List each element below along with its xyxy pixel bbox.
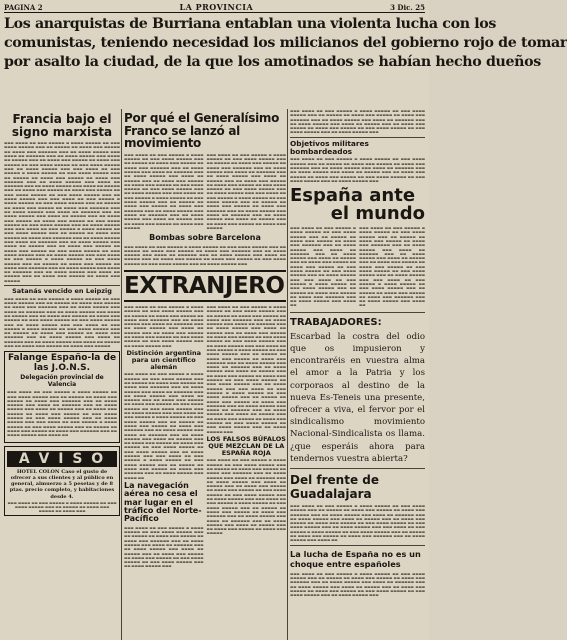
falange-box xyxy=(4,351,120,442)
article-body: ▬▬▬ ▬▬▬▬ ▬▬ ▬▬▬ ▬▬▬▬▬ ▬ ▬▬▬▬ ▬▬▬▬▬ ▬▬ ▬▬▬ ▬▬▬▬ ▬▬▬▬▬ ▬▬▬ ▬▬ ▬▬▬▬▬ ▬▬ ▬▬▬▬ ▬▬▬ ▬▬▬▬▬ ▬▬ ▬▬▬▬ ▬▬▬ ▬▬▬▬▬▬ ▬▬▬ ▬▬ ▬▬▬▬ ▬▬▬▬▬ ▬▬▬ ▬▬▬▬ ▬▬ ▬▬▬▬▬▬ ▬▬▬ ▬▬ ▬▬▬▬ ▬▬▬▬▬ ▬▬▬ ▬▬▬▬ ▬▬ ▬▬▬▬▬ ▬▬▬ ▬▬ ▬▬▬▬ ▬▬▬ ▬▬▬▬▬ ▬▬ ▬▬▬▬ ▬▬▬ ▬▬▬▬▬ ▬▬ ▬▬▬ ▬▬▬▬ ▬▬▬▬▬ ▬▬ ▬▬▬ ▬▬▬▬ ▬▬▬▬▬ ▬▬▬ ▬▬ ▬▬▬▬ ▬▬▬▬▬ ▬▬▬ ▬▬▬ ▬▬▬▬ ▬▬ ▬▬▬ ▬▬▬▬▬ ▬ ▬▬▬▬ ▬▬▬▬▬ ▬▬ ▬▬▬ ▬▬▬▬ ▬▬▬▬▬ ▬▬▬ ▬▬ ▬▬▬▬▬ ▬▬ ▬▬▬▬ ▬▬▬ ▬▬▬▬▬ ▬▬ ▬▬▬▬ ▬▬▬ ▬▬▬▬▬▬ ▬▬▬ ▬▬ ▬▬▬▬ ▬▬▬▬▬ ▬▬▬ ▬▬▬▬ ▬▬ ▬▬▬▬▬▬ ▬▬▬ ▬▬ ▬▬▬▬ ▬▬▬▬▬ ▬▬▬ ▬▬▬▬ ▬▬ ▬▬▬▬▬ ▬▬▬ ▬▬ ▬▬▬▬ ▬▬▬ ▬▬▬▬▬ ▬▬ ▬▬▬▬ ▬▬▬ ▬▬▬▬▬ ▬▬ ▬▬▬ ▬▬▬▬ ▬▬▬▬▬ ▬▬ ▬▬▬ ▬▬▬▬ ▬▬▬▬▬ ▬▬▬ ▬▬ ▬▬▬▬ ▬▬▬▬▬ ▬▬▬ ▬▬▬ ▬▬▬▬ ▬▬ ▬▬▬ ▬▬▬▬▬ ▬ ▬▬▬▬ ▬▬▬▬▬ ▬▬ ▬▬▬ ▬▬▬▬ ▬▬▬▬▬ ▬▬▬ ▬▬ ▬▬▬▬▬ ▬▬ ▬▬▬▬ ▬▬▬ ▬▬▬▬▬ ▬▬ ▬▬▬▬ ▬▬▬ ▬▬▬▬▬▬ ▬▬▬ ▬▬ ▬▬▬▬ ▬▬▬▬▬ ▬▬▬ ▬▬▬▬ ▬▬ ▬▬▬▬▬▬ ▬▬▬ ▬▬ ▬▬▬▬ ▬▬▬▬▬ ▬▬▬ ▬▬▬▬ ▬▬ ▬▬▬▬▬ ▬▬▬ ▬▬ ▬▬▬▬ ▬▬▬ ▬▬▬▬▬ ▬▬ ▬▬▬▬ ▬▬▬ ▬▬▬▬▬ ▬▬ ▬▬▬ ▬▬▬▬ ▬▬▬▬▬ ▬▬ ▬▬▬ ▬▬▬▬ ▬▬▬▬▬ ▬▬▬ ▬▬ ▬▬▬▬ ▬▬▬▬▬ ▬▬▬ ▬▬▬ ▬▬▬▬ ▬▬ ▬▬▬ ▬▬▬▬▬ ▬ ▬▬▬▬ ▬▬▬▬▬ ▬▬ ▬▬▬ ▬▬▬▬ ▬▬▬▬▬ ▬▬▬ ▬▬ ▬▬▬▬▬ ▬▬ ▬▬▬▬ ▬▬▬ ▬▬▬▬▬ ▬▬ ▬▬▬▬ ▬▬▬ ▬▬▬▬▬▬ ▬▬▬ ▬▬ ▬▬▬▬ ▬▬▬▬▬ ▬▬▬ ▬▬▬▬ ▬▬ ▬▬▬▬▬▬ ▬▬▬ ▬▬ ▬▬▬▬ ▬▬▬▬▬ ▬▬▬ ▬▬▬▬ ▬▬ ▬▬▬▬▬ ▬▬▬ ▬▬ ▬▬▬▬ ▬▬▬ ▬▬▬▬▬ ▬▬ ▬▬▬▬ ▬▬▬ ▬▬▬▬▬ ▬▬ ▬▬▬ ▬▬▬▬ ▬▬▬▬▬ ▬▬ ▬▬▬ ▬▬▬▬ ▬▬▬▬▬ ▬▬▬ ▬▬ ▬▬▬▬ ▬▬▬▬▬ ▬▬▬ ▬▬▬ ▬▬▬▬ ▬▬ ▬▬▬ ▬▬▬▬▬ ▬ ▬▬▬▬ ▬▬▬▬▬ ▬▬ ▬▬▬ ▬▬▬▬ ▬▬▬▬▬ ▬▬▬ ▬▬ ▬▬▬▬▬ ▬▬ ▬▬▬▬ ▬▬▬ ▬▬▬▬▬ ▬▬ ▬▬▬▬ ▬▬▬ ▬▬▬▬▬▬ ▬▬▬ ▬▬ ▬▬▬▬ ▬▬▬▬▬ ▬▬▬ ▬▬▬▬ ▬▬ ▬▬▬▬▬▬ ▬▬▬ ▬▬ ▬▬▬▬ ▬▬▬▬▬ ▬▬▬ ▬▬▬▬ ▬▬ ▬▬▬▬▬ ▬▬▬ ▬▬ ▬▬▬▬ ▬▬▬ ▬▬▬▬▬ ▬▬ ▬▬▬▬ ▬▬▬ ▬▬▬▬▬ xyxy=(4,141,120,283)
columns xyxy=(4,109,425,640)
article-body-two-col: ▬▬▬ ▬▬▬▬ ▬▬ ▬▬▬ ▬▬▬▬▬ ▬ ▬▬▬▬ ▬▬▬▬▬ ▬▬ ▬▬▬ ▬▬▬▬ ▬▬▬▬▬ ▬▬▬ ▬▬ ▬▬▬▬▬ ▬▬ ▬▬▬▬ ▬▬▬ ▬▬▬▬▬ ▬▬ ▬▬▬▬ ▬▬▬ ▬▬▬▬▬▬ ▬▬▬ ▬▬ ▬▬▬▬ ▬▬▬▬▬ ▬▬▬ ▬▬▬▬ ▬▬ ▬▬▬▬▬▬ ▬▬▬ ▬▬ ▬▬▬▬ ▬▬▬▬▬ ▬▬▬ ▬▬▬▬ ▬▬ ▬▬▬▬▬ ▬▬▬ ▬▬ ▬▬▬▬ ▬▬▬ ▬▬▬▬▬ ▬▬ ▬▬▬▬ ▬▬▬ ▬▬▬▬▬ ▬▬ ▬▬▬ ▬▬▬▬ ▬▬▬▬▬ ▬▬ ▬▬▬ ▬▬▬▬ ▬▬▬▬▬ ▬▬▬ ▬▬ ▬▬▬▬ ▬▬▬▬▬ ▬▬▬ ▬▬▬ ▬▬▬▬ ▬▬ ▬▬▬ ▬▬▬▬▬ ▬ ▬▬▬▬ ▬▬▬▬▬ ▬▬ ▬▬▬ ▬▬▬▬ ▬▬▬▬▬ ▬▬▬ ▬▬ ▬▬▬▬▬ ▬▬ ▬▬▬▬ ▬▬▬ ▬▬▬▬▬ ▬▬ ▬▬▬▬ ▬▬▬ ▬▬▬▬▬▬ ▬▬▬ ▬▬ ▬▬▬▬ ▬▬▬▬▬ ▬▬▬ ▬▬▬▬ ▬▬ ▬▬▬▬▬▬ ▬▬▬ ▬▬ ▬▬▬▬ ▬▬▬▬▬ ▬▬▬ ▬▬▬▬ ▬▬ ▬▬▬▬▬ ▬▬▬ ▬▬ ▬▬▬▬ ▬▬▬ ▬▬▬▬▬ ▬▬ ▬▬▬▬ ▬▬▬ ▬▬▬▬▬ ▬▬▬ ▬▬▬▬ ▬▬ ▬▬▬ ▬▬▬▬▬ ▬ ▬▬▬▬ ▬▬▬▬▬ ▬▬ ▬▬▬ ▬▬▬▬ ▬▬▬▬▬ ▬▬▬ ▬▬ ▬▬▬▬▬ ▬▬ ▬▬▬▬ ▬▬▬ ▬▬▬▬▬ ▬▬ ▬▬▬▬ ▬▬▬ ▬▬▬▬▬▬ ▬▬▬ ▬▬ ▬▬▬▬ ▬▬▬▬▬ ▬▬▬ ▬▬▬▬ ▬▬ ▬▬▬▬▬▬ ▬▬▬ ▬▬ ▬▬▬▬ ▬▬▬▬▬ ▬▬▬ ▬▬▬▬ ▬▬ ▬▬▬▬▬ ▬▬▬ ▬▬ ▬▬▬▬ ▬▬▬ ▬▬▬▬▬ ▬▬ ▬▬▬▬ ▬▬▬ ▬▬▬▬▬ ▬▬ ▬▬▬ ▬▬▬▬ ▬▬▬▬▬ ▬▬ ▬▬▬ ▬▬▬▬ ▬▬▬▬▬ ▬▬▬ ▬▬ ▬▬▬▬ ▬▬▬▬▬ ▬▬▬ ▬▬▬ ▬▬▬▬ ▬▬ ▬▬▬ ▬▬▬▬▬ ▬ ▬▬▬▬ ▬▬▬▬▬ ▬▬ ▬▬▬ ▬▬▬▬ ▬▬▬▬▬ ▬▬▬ ▬▬ ▬▬▬▬▬ ▬▬ ▬▬▬▬ ▬▬▬ ▬▬▬▬▬ ▬▬ ▬▬▬▬ ▬▬▬ ▬▬▬▬▬▬ ▬▬▬ ▬▬ ▬▬▬▬ ▬▬▬▬▬ ▬▬▬ ▬▬▬▬ ▬▬ ▬▬▬▬▬▬ ▬▬▬ ▬▬ ▬▬▬▬ ▬▬▬▬▬ ▬▬▬ ▬▬▬▬ ▬▬ ▬▬▬▬▬ ▬▬▬ ▬▬ ▬▬▬▬ ▬▬▬ ▬▬▬▬▬ ▬▬ ▬▬▬▬ ▬▬▬ ▬▬▬▬▬ xyxy=(124,152,286,230)
article-title-guadalajara: Del frente de Guadalajara xyxy=(290,472,379,501)
proclamation-text: Escarbad la costra del odio que os impusieron y encontraréis en vuestra alma el amor a la Patria y los corporaos al destino de la nueva Es-Teneis una presente, ofrecer a viva, el fervor por el sindicalismo movimiento Nacional-Sindicalista os llama. ¿que esperáis ahora para tendernos vuestra abierta? xyxy=(290,331,425,464)
section-title-extranjero: EXTRANJERO xyxy=(124,270,286,302)
article-body: ▬▬▬ ▬▬▬▬ ▬▬ ▬▬▬ ▬▬▬▬▬ ▬ ▬▬▬▬ ▬▬▬▬▬ ▬▬ ▬▬▬ ▬▬▬▬ ▬▬▬▬▬ ▬▬▬ ▬▬ ▬▬▬▬▬ ▬▬ ▬▬▬▬ ▬▬▬ ▬▬▬▬▬ ▬▬ ▬▬▬▬ ▬▬▬ ▬▬▬▬▬▬ ▬▬▬ ▬▬ ▬▬▬▬ ▬▬▬▬▬ ▬▬▬ ▬▬▬▬ ▬▬ ▬▬▬▬▬▬ ▬▬▬ ▬▬ ▬▬▬▬ ▬▬▬▬▬ ▬▬▬ ▬▬▬▬ ▬▬ ▬▬▬▬▬ ▬▬▬ ▬▬ ▬▬▬▬ ▬▬▬ ▬▬▬▬▬ ▬▬ ▬▬▬▬ ▬▬▬ ▬▬▬▬▬ ▬▬ ▬▬▬ ▬▬▬▬ ▬▬▬▬▬ ▬▬ ▬▬▬ ▬▬▬▬ ▬▬▬▬▬ ▬▬▬ ▬▬ ▬▬▬▬ ▬▬▬▬▬ ▬▬▬ ▬▬▬ ▬▬▬▬ ▬▬ ▬▬▬ ▬▬▬▬▬ ▬ ▬▬▬▬ ▬▬▬▬▬ ▬▬ ▬▬▬ ▬▬▬▬ ▬▬▬▬▬ ▬▬▬ ▬▬ ▬▬▬▬▬ ▬▬ ▬▬▬▬ ▬▬▬ ▬▬▬▬▬ ▬▬ ▬▬▬▬ ▬▬▬ ▬▬▬▬▬▬ ▬▬▬ ▬▬ ▬▬▬▬ ▬▬▬▬▬ ▬▬▬ ▬▬▬▬ ▬▬ ▬▬▬▬▬▬ ▬▬▬ ▬▬ ▬▬▬▬ ▬▬▬▬▬ ▬▬▬ ▬▬▬▬ ▬▬ ▬▬▬▬▬ ▬▬▬ ▬▬ ▬▬▬▬ ▬▬▬ ▬▬▬▬▬ ▬▬ ▬▬▬▬ ▬▬▬ ▬▬▬▬▬ xyxy=(4,296,120,349)
paper-name: LA PROVINCIA xyxy=(179,2,254,12)
headline-line-1: Los anarquistas de Burriana entablan una violenta lucha con los xyxy=(4,16,497,32)
aviso-text: HOTEL COLON Caso el gusto de ofrecer a sus clientes y al público en general, almuerzo a 5 pesetas y de 8 ptas. precio completo, y habitaciones desde 4. xyxy=(9,468,115,500)
espana-line-2: el mundo xyxy=(330,203,425,225)
headline-line-2: comunistas, teniendo necesidad los milicianos del gobierno rojo de tomar xyxy=(4,35,567,51)
column-middle xyxy=(124,109,286,640)
divider xyxy=(290,137,425,138)
article-title-navegacion: La navegación aérea no cesa el mar lugar en el tráfico del Norte-Pacífico xyxy=(124,480,202,524)
aviso-footer: ▬▬▬ ▬▬▬▬ ▬▬ ▬▬▬ ▬▬▬▬▬ ▬ ▬▬▬▬ ▬▬▬▬▬ ▬▬ ▬▬▬ ▬▬▬▬ ▬▬▬▬▬ ▬▬▬ ▬▬ ▬▬▬▬▬ ▬▬ ▬▬▬▬ ▬▬▬ ▬▬▬▬▬ ▬▬ ▬▬▬▬ ▬▬▬ xyxy=(7,500,117,513)
aviso-title: A V I S O xyxy=(7,451,117,467)
article-title-bombas: Bombas sobre Barcelona xyxy=(149,233,261,243)
falange-subtitle: Delegación provincial de Valencia xyxy=(20,374,104,389)
article-title-trabajadores: TRABAJADORES: xyxy=(290,316,382,328)
column-right xyxy=(290,109,425,640)
article-title-lucha: La lucha de España no es un choque entre españoles xyxy=(290,548,421,569)
article-title-distincion: Distinción argentina para un científico alemán xyxy=(126,348,202,371)
article-title-bufalos: LOS FALSOS BÚFALOS QUE MEZCLAN DE LA ESPAÑA ROJA xyxy=(206,434,286,457)
column-divider xyxy=(121,109,122,640)
falange-title: Falange Españo-la de las J.O.N.S. xyxy=(7,353,117,373)
divider xyxy=(290,468,425,469)
column-divider xyxy=(287,109,288,640)
divider xyxy=(290,312,425,313)
article-body: ▬▬▬ ▬▬▬▬ ▬▬ ▬▬▬ ▬▬▬▬▬ ▬ ▬▬▬▬ ▬▬▬▬▬ ▬▬ ▬▬▬ ▬▬▬▬ ▬▬▬▬▬ ▬▬▬ ▬▬ ▬▬▬▬▬ ▬▬ ▬▬▬▬ ▬▬▬ ▬▬▬▬▬ ▬▬ ▬▬▬▬ ▬▬▬ ▬▬▬▬▬▬ ▬▬▬ ▬▬ ▬▬▬▬ ▬▬▬▬▬ ▬▬▬ ▬▬▬▬ ▬▬ ▬▬▬▬▬▬ ▬▬▬ ▬▬ ▬▬▬▬ ▬▬▬▬▬ ▬▬▬ ▬▬▬▬ ▬▬ ▬▬▬▬▬ ▬▬▬ ▬▬ ▬▬▬▬ ▬▬▬ ▬▬▬▬▬ ▬▬ ▬▬▬▬ ▬▬▬ ▬▬▬▬▬ ▬▬ ▬▬▬ ▬▬▬▬ ▬▬▬▬▬ ▬▬ ▬▬▬ ▬▬▬▬ ▬▬▬▬▬ ▬▬▬ ▬▬ ▬▬▬▬ ▬▬▬▬▬ ▬▬▬ xyxy=(124,244,286,266)
divider xyxy=(4,285,120,286)
column-left xyxy=(4,109,120,640)
section-body-extranjero: ▬▬▬ ▬▬▬▬ ▬▬ ▬▬▬ ▬▬▬▬▬ ▬ ▬▬▬▬ ▬▬▬▬▬ ▬▬ ▬▬▬ ▬▬▬▬ ▬▬▬▬▬ ▬▬▬ ▬▬ ▬▬▬▬▬ ▬▬ ▬▬▬▬ ▬▬▬ ▬▬▬▬▬ ▬▬ ▬▬▬▬ ▬▬▬ ▬▬▬▬▬▬ ▬▬▬ ▬▬ ▬▬▬▬ ▬▬▬▬▬ ▬▬▬ ▬▬▬▬ ▬▬ ▬▬▬▬▬▬ ▬▬▬ ▬▬ ▬▬▬▬ ▬▬▬▬▬ ▬▬▬ ▬▬▬▬ ▬▬ ▬▬▬▬▬ ▬▬▬ ▬▬ ▬▬▬▬ ▬▬▬ ▬▬▬▬▬ ▬▬ ▬▬▬▬ ▬▬▬ ▬▬▬▬▬ ▬▬ ▬▬▬ ▬▬▬▬ ▬▬▬▬▬ ▬▬ ▬▬▬ ▬▬▬▬ ▬▬▬▬▬ ▬▬▬ ▬▬ ▬▬▬▬ ▬▬▬▬▬ ▬▬▬ Distinción argentina para un científico alemán ▬▬▬ ▬▬▬▬ ▬▬ ▬▬▬ ▬▬▬▬▬ ▬ ▬▬▬▬ ▬▬▬▬▬ ▬▬ ▬▬▬ ▬▬▬▬ ▬▬▬▬▬ ▬▬▬ ▬▬ ▬▬▬▬▬ ▬▬ ▬▬▬▬ ▬▬▬ ▬▬▬▬▬ ▬▬ ▬▬▬▬ ▬▬▬ ▬▬▬▬▬▬ ▬▬▬ ▬▬ ▬▬▬▬ ▬▬▬▬▬ ▬▬▬ ▬▬▬▬ ▬▬ ▬▬▬▬▬▬ ▬▬▬ ▬▬ ▬▬▬▬ ▬▬▬▬▬ ▬▬▬ ▬▬▬▬ ▬▬ ▬▬▬▬▬ ▬▬▬ ▬▬ ▬▬▬▬ ▬▬▬ ▬▬▬▬▬ ▬▬ ▬▬▬▬ ▬▬▬ ▬▬▬▬▬ ▬▬ ▬▬▬ ▬▬▬▬ ▬▬▬▬▬ ▬▬ ▬▬▬ ▬▬▬▬ ▬▬▬▬▬ ▬▬▬ ▬▬ ▬▬▬▬ ▬▬▬▬▬ ▬▬▬ ▬▬▬ ▬▬▬▬ ▬▬ ▬▬▬ ▬▬▬▬▬ ▬ ▬▬▬▬ ▬▬▬▬▬ ▬▬ ▬▬▬ ▬▬▬▬ ▬▬▬▬▬ ▬▬▬ ▬▬ ▬▬▬▬▬ ▬▬ ▬▬▬▬ ▬▬▬ ▬▬▬▬▬ ▬▬ ▬▬▬▬ ▬▬▬ ▬▬▬▬▬▬ ▬▬▬ ▬▬ ▬▬▬▬ ▬▬▬▬▬ ▬▬▬ ▬▬▬▬ ▬▬ ▬▬▬▬▬▬ ▬▬▬ ▬▬ ▬▬▬▬ ▬▬▬▬▬ ▬▬▬ ▬▬▬▬ ▬▬ ▬▬▬▬▬ ▬▬▬ ▬▬ ▬▬▬▬ ▬▬▬ ▬▬▬▬▬ ▬▬ ▬▬▬▬ ▬▬▬ ▬▬▬▬▬ ▬▬ ▬▬▬ ▬▬▬▬ ▬▬▬▬▬ ▬▬ ▬▬▬ ▬▬▬▬ ▬▬▬▬▬ ▬▬▬ ▬▬ ▬▬▬▬ ▬▬▬▬▬ ▬▬▬ ▬▬▬ ▬▬▬▬ ▬▬ ▬▬▬ ▬▬▬▬▬ ▬ ▬▬▬▬ ▬▬▬▬▬ ▬▬ ▬▬▬ ▬▬▬▬ ▬▬▬▬▬ ▬▬▬ ▬▬ ▬▬▬▬▬ ▬▬ ▬▬▬▬ ▬▬▬ ▬▬▬▬▬ ▬▬ ▬▬▬▬ ▬▬▬ ▬▬▬▬▬▬ ▬▬▬ ▬▬ ▬▬▬▬ ▬▬▬▬▬ ▬▬▬ ▬▬▬▬ ▬▬ La navegación aérea no cesa el mar lugar en el tráfico del Norte-Pacífico ▬▬▬ ▬▬▬▬ ▬▬ ▬▬▬ ▬▬▬▬▬ ▬ ▬▬▬▬ ▬▬▬▬▬ ▬▬ ▬▬▬ ▬▬▬▬ ▬▬▬▬▬ ▬▬▬ ▬▬ ▬▬▬▬▬ ▬▬ ▬▬▬▬ ▬▬▬ ▬▬▬▬▬ ▬▬ ▬▬▬▬ ▬▬▬ ▬▬▬▬▬▬ ▬▬▬ ▬▬ ▬▬▬▬ ▬▬▬▬▬ ▬▬▬ ▬▬▬▬ ▬▬ ▬▬▬▬▬▬ ▬▬▬ ▬▬ ▬▬▬▬ ▬▬▬▬▬ ▬▬▬ ▬▬▬▬ ▬▬ ▬▬▬▬▬ ▬▬▬ ▬▬ ▬▬▬▬ ▬▬▬ ▬▬▬▬▬ ▬▬ ▬▬▬▬ ▬▬▬ ▬▬▬▬▬ ▬▬ ▬▬▬ ▬▬▬▬ ▬▬▬▬▬ ▬▬ ▬▬▬ ▬▬▬▬ ▬▬▬▬▬ ▬▬▬ ▬▬ ▬▬▬▬ ▬▬▬▬▬ ▬▬▬ ▬▬▬ ▬▬▬▬ ▬▬ ▬▬▬ ▬▬▬▬▬ ▬ ▬▬▬▬ ▬▬▬▬▬ ▬▬ ▬▬▬ ▬▬▬▬ ▬▬▬▬▬ ▬▬▬ ▬▬ ▬▬▬▬▬ ▬▬ ▬▬▬▬ ▬▬▬ ▬▬▬▬▬ ▬▬ ▬▬▬▬ ▬▬▬ ▬▬▬▬▬▬ ▬▬▬ ▬▬ ▬▬▬▬ ▬▬▬▬▬ ▬▬▬ ▬▬▬▬ ▬▬ ▬▬▬▬▬▬ ▬▬▬ ▬▬ ▬▬▬▬ ▬▬▬▬▬ ▬▬▬ ▬▬▬▬ ▬▬ ▬▬▬▬▬ ▬▬▬ ▬▬ ▬▬▬▬ ▬▬▬ ▬▬▬▬▬ ▬▬ ▬▬▬▬ ▬▬▬ ▬▬▬▬▬ ▬▬ ▬▬▬ ▬▬▬▬ ▬▬▬▬▬ ▬▬ ▬▬▬ ▬▬▬▬ ▬▬▬▬▬ ▬▬▬ ▬▬ ▬▬▬▬ ▬▬▬▬▬ ▬▬▬ ▬▬▬ ▬▬▬▬ ▬▬ ▬▬▬ ▬▬▬▬▬ ▬ ▬▬▬▬ ▬▬▬▬▬ ▬▬ ▬▬▬ ▬▬▬▬ ▬▬▬▬▬ ▬▬▬ ▬▬ ▬▬▬▬▬ ▬▬ ▬▬▬▬ ▬▬▬ ▬▬▬▬▬ ▬▬ ▬▬▬▬ ▬▬▬ ▬▬▬▬▬▬ ▬▬▬ ▬▬ ▬▬▬▬ ▬▬▬▬▬ ▬▬▬ ▬▬▬▬ ▬▬ ▬▬▬▬▬▬ ▬▬▬ ▬▬ ▬▬▬▬ ▬▬▬▬▬ ▬▬▬ ▬▬▬▬ ▬▬ ▬▬▬▬▬ ▬▬▬ ▬▬ ▬▬▬▬ ▬▬▬ ▬▬▬▬▬ ▬▬ ▬▬▬▬ ▬▬▬ ▬▬▬▬▬ ▬▬ ▬▬▬ ▬▬▬▬ ▬▬▬▬▬ ▬▬ ▬▬▬ ▬▬▬▬ ▬▬▬▬▬ ▬▬▬ ▬▬ ▬▬▬▬ ▬▬▬▬▬ ▬▬▬ ▬▬▬ ▬▬▬▬ ▬▬ ▬▬▬ ▬▬▬▬▬ ▬ ▬▬▬▬ ▬▬▬▬▬ ▬▬ ▬▬▬ ▬▬▬▬ ▬▬▬▬▬ ▬▬▬ ▬▬ ▬▬▬▬▬ ▬▬ ▬▬▬▬ ▬▬▬ ▬▬▬▬▬ ▬▬ ▬▬▬▬ ▬▬▬ ▬▬▬▬▬▬ ▬▬▬ ▬▬ ▬▬▬▬ ▬▬▬▬▬ ▬▬▬ ▬▬▬▬ ▬▬ ▬▬▬▬▬▬ ▬▬▬ ▬▬ ▬▬▬▬ ▬▬▬▬▬ ▬▬▬ ▬▬▬▬ ▬▬ ▬▬▬▬▬ ▬▬▬ ▬▬ ▬▬▬▬ ▬▬▬ ▬▬▬▬▬ ▬▬ ▬▬▬▬ ▬▬▬ ▬▬▬▬▬ ▬▬ ▬▬▬ ▬▬▬▬ ▬▬▬▬▬ ▬▬ ▬▬▬ ▬▬▬▬ ▬▬▬▬▬ ▬▬▬ ▬▬ ▬▬▬▬ ▬▬▬▬▬ ▬▬▬ LOS FALSOS BÚFALOS QUE MEZCLAN DE LA ESPAÑA ROJA ▬▬▬ ▬▬▬▬ ▬▬ ▬▬▬ ▬▬▬▬▬ ▬ ▬▬▬▬ ▬▬▬▬▬ ▬▬ ▬▬▬ ▬▬▬▬ ▬▬▬▬▬ ▬▬▬ ▬▬ ▬▬▬▬▬ ▬▬ ▬▬▬▬ ▬▬▬ ▬▬▬▬▬ ▬▬ ▬▬▬▬ ▬▬▬ ▬▬▬▬▬▬ ▬▬▬ ▬▬ ▬▬▬▬ ▬▬▬▬▬ ▬▬▬ ▬▬▬▬ ▬▬ ▬▬▬▬▬▬ ▬▬▬ ▬▬ ▬▬▬▬ ▬▬▬▬▬ ▬▬▬ ▬▬▬▬ ▬▬ ▬▬▬▬▬ ▬▬▬ ▬▬ ▬▬▬▬ ▬▬▬ ▬▬▬▬▬ ▬▬ ▬▬▬▬ ▬▬▬ ▬▬▬▬▬ ▬▬ ▬▬▬ ▬▬▬▬ ▬▬▬▬▬ ▬▬ ▬▬▬ ▬▬▬▬ ▬▬▬▬▬ ▬▬▬ ▬▬ ▬▬▬▬ ▬▬▬▬▬ ▬▬▬ ▬▬▬ ▬▬▬▬ ▬▬ ▬▬▬ ▬▬▬▬▬ ▬ ▬▬▬▬ ▬▬▬▬▬ ▬▬ ▬▬▬ ▬▬▬▬ ▬▬▬▬▬ ▬▬▬ ▬▬ ▬▬▬▬▬ ▬▬ ▬▬▬▬ ▬▬▬ ▬▬▬▬▬ ▬▬ ▬▬▬▬ ▬▬▬ ▬▬▬▬▬▬ ▬▬▬ ▬▬ ▬▬▬▬ ▬▬▬▬▬ ▬▬▬ ▬▬▬▬ ▬▬ ▬▬▬▬▬▬ ▬▬▬ ▬▬ ▬▬▬▬ ▬▬▬▬▬ ▬▬▬ ▬▬▬▬ ▬▬ ▬▬▬▬▬ ▬▬▬ ▬▬ ▬▬▬▬ ▬▬▬ ▬▬▬▬▬ ▬▬ ▬▬▬▬ ▬▬▬ ▬▬▬▬▬ xyxy=(124,305,286,569)
article-body: ▬▬▬ ▬▬▬▬ ▬▬ ▬▬▬ ▬▬▬▬▬ ▬ ▬▬▬▬ ▬▬▬▬▬ ▬▬ ▬▬▬ ▬▬▬▬ ▬▬▬▬▬ ▬▬▬ ▬▬ ▬▬▬▬▬ ▬▬ ▬▬▬▬ ▬▬▬ ▬▬▬▬▬ ▬▬ ▬▬▬▬ ▬▬▬ ▬▬▬▬▬▬ ▬▬▬ ▬▬ ▬▬▬▬ ▬▬▬▬▬ ▬▬▬ ▬▬▬▬ ▬▬ ▬▬▬▬▬▬ ▬▬▬ ▬▬ ▬▬▬▬ ▬▬▬▬▬ ▬▬▬ ▬▬▬▬ ▬▬ ▬▬▬▬▬ ▬▬▬ ▬▬ ▬▬▬▬ ▬▬▬ ▬▬▬▬▬ ▬▬ ▬▬▬▬ ▬▬▬ ▬▬▬▬▬ ▬▬ ▬▬▬ ▬▬▬▬ ▬▬▬▬▬ ▬▬ ▬▬▬ ▬▬▬▬ ▬▬▬▬▬ ▬▬▬ ▬▬ ▬▬▬▬ ▬▬▬▬▬ ▬▬▬ xyxy=(290,571,425,598)
date-label: 3 Dic. 25 xyxy=(390,3,425,12)
masthead-bar xyxy=(4,2,425,13)
main-headline xyxy=(4,16,567,70)
article-continuation: ▬▬▬ ▬▬▬▬ ▬▬ ▬▬▬ ▬▬▬▬▬ ▬ ▬▬▬▬ ▬▬▬▬▬ ▬▬ ▬▬▬ ▬▬▬▬ ▬▬▬▬▬ ▬▬▬ ▬▬ ▬▬▬▬▬ ▬▬ ▬▬▬▬ ▬▬▬ ▬▬▬▬▬ ▬▬ ▬▬▬▬ ▬▬▬ ▬▬▬▬▬▬ ▬▬▬ ▬▬ ▬▬▬▬ ▬▬▬▬▬ ▬▬▬ ▬▬▬▬ ▬▬ ▬▬▬▬▬▬ ▬▬▬ ▬▬ ▬▬▬▬ ▬▬▬▬▬ ▬▬▬ ▬▬▬▬ ▬▬ ▬▬▬▬▬ ▬▬▬ ▬▬ ▬▬▬▬ ▬▬▬ ▬▬▬▬▬ ▬▬ ▬▬▬▬ ▬▬▬ ▬▬▬▬▬ ▬▬ ▬▬▬ ▬▬▬▬ ▬▬▬▬▬ ▬▬ ▬▬▬ ▬▬▬▬ ▬▬▬▬▬ ▬▬▬ ▬▬ ▬▬▬▬ ▬▬▬▬▬ ▬▬▬ xyxy=(290,109,425,135)
article-body: ▬▬▬ ▬▬▬▬ ▬▬ ▬▬▬ ▬▬▬▬▬ ▬ ▬▬▬▬ ▬▬▬▬▬ ▬▬ ▬▬▬ ▬▬▬▬ ▬▬▬▬▬ ▬▬▬ ▬▬ ▬▬▬▬▬ ▬▬ ▬▬▬▬ ▬▬▬ ▬▬▬▬▬ ▬▬ ▬▬▬▬ ▬▬▬ ▬▬▬▬▬▬ ▬▬▬ ▬▬ ▬▬▬▬ ▬▬▬▬▬ ▬▬▬ ▬▬▬▬ ▬▬ ▬▬▬▬▬▬ ▬▬▬ ▬▬ ▬▬▬▬ ▬▬▬▬▬ ▬▬▬ ▬▬▬▬ ▬▬ ▬▬▬▬▬ ▬▬▬ ▬▬ ▬▬▬▬ ▬▬▬ ▬▬▬▬▬ ▬▬ ▬▬▬▬ ▬▬▬ ▬▬▬▬▬ ▬▬ ▬▬▬ ▬▬▬▬ ▬▬▬▬▬ ▬▬ ▬▬▬ ▬▬▬▬ ▬▬▬▬▬ ▬▬▬ ▬▬ ▬▬▬▬ ▬▬▬▬▬ ▬▬▬ ▬▬▬ ▬▬▬▬ ▬▬ ▬▬▬ ▬▬▬▬▬ ▬ ▬▬▬▬ ▬▬▬▬▬ ▬▬ ▬▬▬ ▬▬▬▬ ▬▬▬▬▬ ▬▬▬ ▬▬ ▬▬▬▬▬ ▬▬ ▬▬▬▬ ▬▬▬ ▬▬▬▬▬ ▬▬ ▬▬▬▬ ▬▬▬ ▬▬▬▬▬▬ ▬▬▬ ▬▬ ▬▬▬▬ ▬▬▬▬▬ ▬▬▬ ▬▬▬▬ ▬▬ xyxy=(290,503,425,543)
espana-line-1: España ante xyxy=(290,185,416,207)
divider xyxy=(290,545,425,546)
falange-body: ▬▬▬ ▬▬▬▬ ▬▬ ▬▬▬ ▬▬▬▬▬ ▬ ▬▬▬▬ ▬▬▬▬▬ ▬▬ ▬▬▬ ▬▬▬▬ ▬▬▬▬▬ ▬▬▬ ▬▬ ▬▬▬▬▬ ▬▬ ▬▬▬▬ ▬▬▬ ▬▬▬▬▬ ▬▬ ▬▬▬▬ ▬▬▬ ▬▬▬▬▬▬ ▬▬▬ ▬▬ ▬▬▬▬ ▬▬▬▬▬ ▬▬▬ ▬▬▬▬ ▬▬ ▬▬▬▬▬▬ ▬▬▬ ▬▬ ▬▬▬▬ ▬▬▬▬▬ ▬▬▬ ▬▬▬▬ ▬▬ ▬▬▬▬▬ ▬▬▬ ▬▬ ▬▬▬▬ ▬▬▬ ▬▬▬▬▬ ▬▬ ▬▬▬▬ ▬▬▬ ▬▬▬▬▬ ▬▬ ▬▬▬ ▬▬▬▬ ▬▬▬▬▬ ▬▬ ▬▬▬ ▬▬▬▬ ▬▬▬▬▬ ▬▬▬ ▬▬ ▬▬▬▬ ▬▬▬▬▬ ▬▬▬ ▬▬▬ ▬▬▬▬ ▬▬ ▬▬▬ ▬▬▬▬▬ ▬ ▬▬▬▬ ▬▬▬▬▬ ▬▬ ▬▬▬ ▬▬▬▬ ▬▬▬▬▬ ▬▬▬ ▬▬ ▬▬▬▬▬ ▬▬ ▬▬▬▬ ▬▬▬ ▬▬▬▬▬ ▬▬ ▬▬▬▬ ▬▬▬ ▬▬▬▬▬▬ ▬▬▬ ▬▬ ▬▬▬▬ ▬▬▬▬▬ ▬▬▬ ▬▬▬▬ ▬▬ xyxy=(7,390,117,438)
article-body: ▬▬▬ ▬▬▬▬ ▬▬ ▬▬▬ ▬▬▬▬▬ ▬ ▬▬▬▬ ▬▬▬▬▬ ▬▬ ▬▬▬ ▬▬▬▬ ▬▬▬▬▬ ▬▬▬ ▬▬ ▬▬▬▬▬ ▬▬ ▬▬▬▬ ▬▬▬ ▬▬▬▬▬ ▬▬ ▬▬▬▬ ▬▬▬ ▬▬▬▬▬▬ ▬▬▬ ▬▬ ▬▬▬▬ ▬▬▬▬▬ ▬▬▬ ▬▬▬▬ ▬▬ ▬▬▬▬▬▬ ▬▬▬ ▬▬ ▬▬▬▬ ▬▬▬▬▬ ▬▬▬ ▬▬▬▬ ▬▬ ▬▬▬▬▬ ▬▬▬ ▬▬ ▬▬▬▬ ▬▬▬ ▬▬▬▬▬ ▬▬ ▬▬▬▬ ▬▬▬ ▬▬▬▬▬ ▬▬ ▬▬▬ ▬▬▬▬ ▬▬▬▬▬ ▬▬ ▬▬▬ ▬▬▬▬ ▬▬▬▬▬ ▬▬▬ ▬▬ ▬▬▬▬ ▬▬▬▬▬ ▬▬▬ xyxy=(290,157,425,183)
article-title-espana xyxy=(290,187,425,223)
article-title-francia: Francia bajo el signo marxista xyxy=(11,112,113,139)
headline-line-3: por asalto la ciudad, de la que los amotinados se habían hecho dueños xyxy=(4,54,541,70)
article-title-satanas: Satanás vencido en Leipzig xyxy=(12,286,112,295)
page-label: PAGINA 2 xyxy=(4,3,43,12)
article-title-franco: Por qué el Generalísimo Franco se lanzó al movimiento xyxy=(124,111,280,151)
article-title-objetivos: Objetivos militares bombardeados xyxy=(290,138,369,156)
aviso-box xyxy=(4,446,120,516)
article-body-two-col: ▬▬▬ ▬▬▬▬ ▬▬ ▬▬▬ ▬▬▬▬▬ ▬ ▬▬▬▬ ▬▬▬▬▬ ▬▬ ▬▬▬ ▬▬▬▬ ▬▬▬▬▬ ▬▬▬ ▬▬ ▬▬▬▬▬ ▬▬ ▬▬▬▬ ▬▬▬ ▬▬▬▬▬ ▬▬ ▬▬▬▬ ▬▬▬ ▬▬▬▬▬▬ ▬▬▬ ▬▬ ▬▬▬▬ ▬▬▬▬▬ ▬▬▬ ▬▬▬▬ ▬▬ ▬▬▬▬▬▬ ▬▬▬ ▬▬ ▬▬▬▬ ▬▬▬▬▬ ▬▬▬ ▬▬▬▬ ▬▬ ▬▬▬▬▬ ▬▬▬ ▬▬ ▬▬▬▬ ▬▬▬ ▬▬▬▬▬ ▬▬ ▬▬▬▬ ▬▬▬ ▬▬▬▬▬ ▬▬ ▬▬▬ ▬▬▬▬ ▬▬▬▬▬ ▬▬ ▬▬▬ ▬▬▬▬ ▬▬▬▬▬ ▬▬▬ ▬▬ ▬▬▬▬ ▬▬▬▬▬ ▬▬▬ ▬▬▬ ▬▬▬▬ ▬▬ ▬▬▬ ▬▬▬▬▬ ▬ ▬▬▬▬ ▬▬▬▬▬ ▬▬ ▬▬▬ ▬▬▬▬ ▬▬▬▬▬ ▬▬▬ ▬▬ ▬▬▬▬▬ ▬▬ ▬▬▬▬ ▬▬▬ ▬▬▬▬▬ ▬▬ ▬▬▬▬ ▬▬▬ ▬▬▬▬▬▬ ▬▬▬ ▬▬ ▬▬▬▬ ▬▬▬▬▬ ▬▬▬ ▬▬▬▬ ▬▬ ▬▬▬ ▬▬▬▬ ▬▬ ▬▬▬ ▬▬▬▬▬ ▬ ▬▬▬▬ ▬▬▬▬▬ ▬▬ ▬▬▬ ▬▬▬▬ ▬▬▬▬▬ ▬▬▬ ▬▬ ▬▬▬▬▬ ▬▬ ▬▬▬▬ ▬▬▬ ▬▬▬▬▬ ▬▬ ▬▬▬▬ ▬▬▬ ▬▬▬▬▬▬ ▬▬▬ ▬▬ ▬▬▬▬ ▬▬▬▬▬ ▬▬▬ ▬▬▬▬ ▬▬ ▬▬▬▬▬▬ ▬▬▬ ▬▬ ▬▬▬▬ ▬▬▬▬▬ ▬▬▬ ▬▬▬▬ ▬▬ ▬▬▬▬▬ ▬▬▬ ▬▬ ▬▬▬▬ ▬▬▬ ▬▬▬▬▬ ▬▬ ▬▬▬▬ ▬▬▬ ▬▬▬▬▬ ▬▬ ▬▬▬ ▬▬▬▬ ▬▬▬▬▬ ▬▬ ▬▬▬ ▬▬▬▬ ▬▬▬▬▬ ▬▬▬ ▬▬ ▬▬▬▬ ▬▬▬▬▬ ▬▬▬ ▬▬▬ ▬▬▬▬ ▬▬ ▬▬▬ ▬▬▬▬▬ ▬ ▬▬▬▬ ▬▬▬▬▬ ▬▬ ▬▬▬ ▬▬▬▬ ▬▬▬▬▬ ▬▬▬ ▬▬ ▬▬▬▬▬ ▬▬ ▬▬▬▬ ▬▬▬ ▬▬▬▬▬ ▬▬ ▬▬▬▬ ▬▬▬ ▬▬▬▬▬▬ ▬▬▬ ▬▬ ▬▬▬▬ ▬▬▬▬▬ ▬▬▬ ▬▬▬▬ ▬▬ xyxy=(290,226,425,308)
